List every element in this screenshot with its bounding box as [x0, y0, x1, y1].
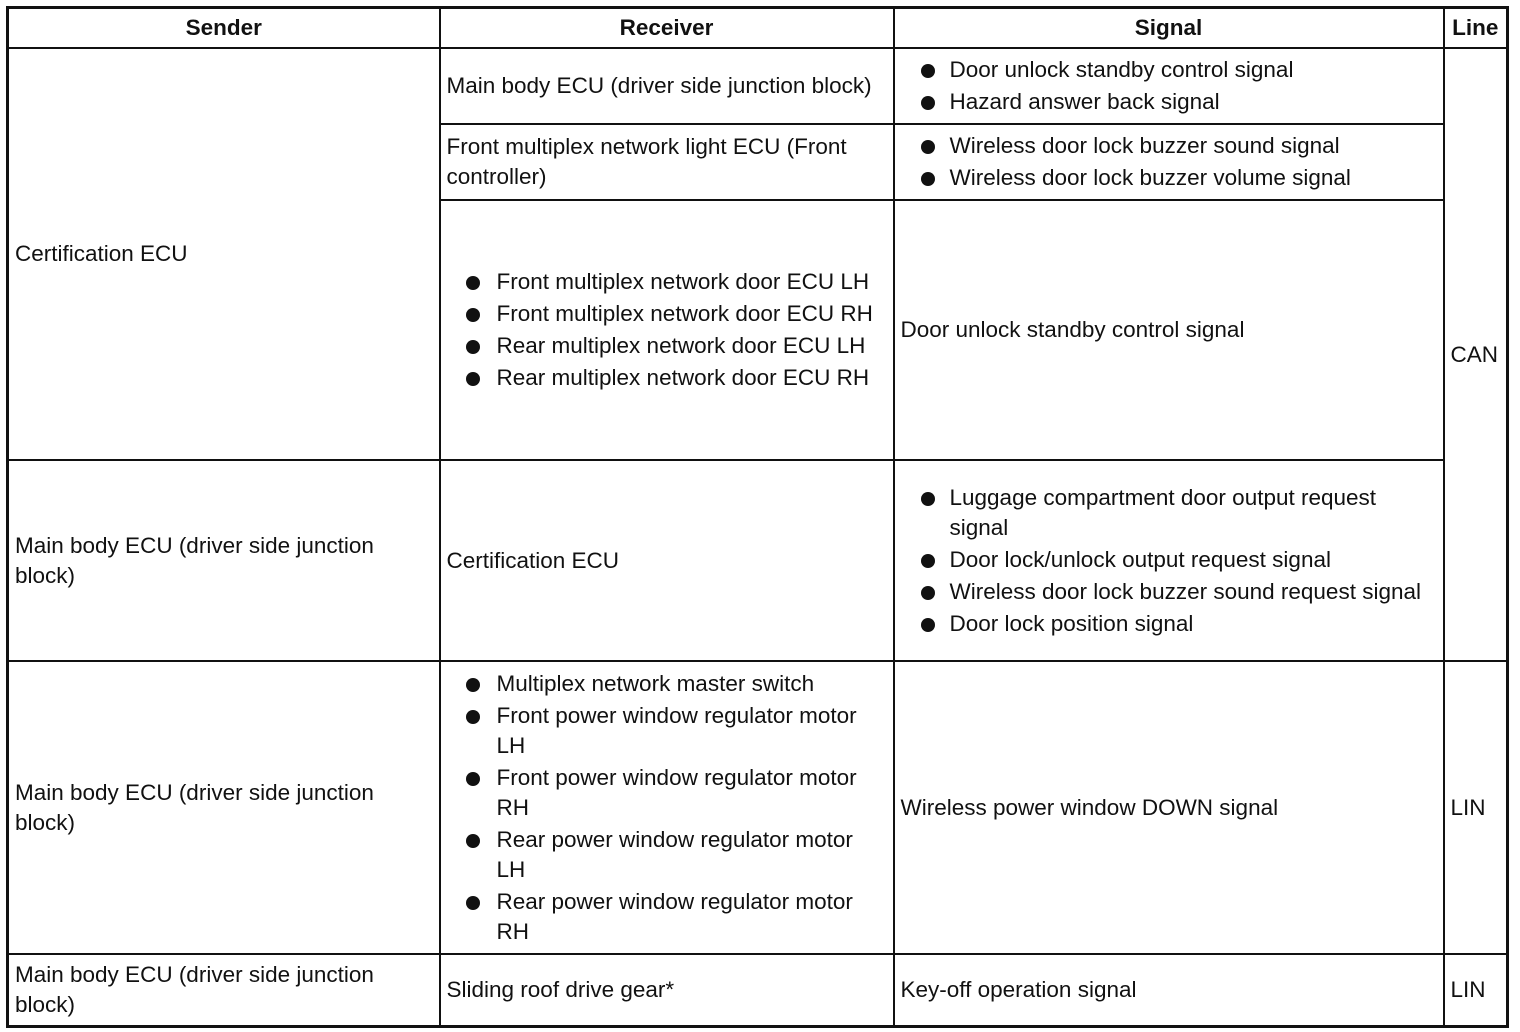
receiver-list-item: Front power window regulator motor LH [447, 701, 887, 761]
receiver-cell: Front multiplex network light ECU (Front controller) [440, 124, 894, 200]
receiver-cell: Certification ECU [440, 460, 894, 661]
signal-list-item: Luggage compartment door output request signal [901, 483, 1437, 543]
header-receiver: Receiver [440, 8, 894, 49]
signal-cell: Door unlock standby control signal [894, 200, 1444, 460]
table-row [8, 954, 1508, 1026]
signal-cell [894, 48, 1444, 124]
table-row [8, 661, 1508, 954]
signal-list-item: Door lock position signal [901, 609, 1437, 639]
signal-list-item: Door lock/unlock output request signal [901, 545, 1437, 575]
receiver-list-item: Front multiplex network door ECU LH [447, 267, 887, 297]
line-cell: CAN [1444, 48, 1508, 661]
communication-table [6, 6, 1509, 1028]
receiver-list-item: Front multiplex network door ECU RH [447, 299, 887, 329]
line-cell: LIN [1444, 661, 1508, 954]
sender-cell: Main body ECU (driver side junction block) [8, 460, 440, 661]
receiver-list-item: Front power window regulator motor RH [447, 763, 887, 823]
receiver-cell: Main body ECU (driver side junction block) [440, 48, 894, 124]
signal-cell [894, 124, 1444, 200]
signal-cell: Key-off operation signal [894, 954, 1444, 1026]
signal-list-item: Wireless door lock buzzer sound request signal [901, 577, 1437, 607]
sender-cell: Certification ECU [8, 48, 440, 460]
header-signal: Signal [894, 8, 1444, 49]
signal-list-item: Wireless door lock buzzer volume signal [901, 163, 1437, 193]
signal-cell [894, 460, 1444, 661]
receiver-cell [440, 661, 894, 954]
receiver-list-item: Multiplex network master switch [447, 669, 887, 699]
table-row [8, 460, 1508, 661]
signal-list-item: Wireless door lock buzzer sound signal [901, 131, 1437, 161]
line-cell: LIN [1444, 954, 1508, 1026]
receiver-list-item: Rear power window regulator motor RH [447, 887, 887, 947]
table-container [6, 6, 1509, 1028]
receiver-cell: Sliding roof drive gear* [440, 954, 894, 1026]
header-sender: Sender [8, 8, 440, 49]
signal-list-item: Hazard answer back signal [901, 87, 1437, 117]
receiver-cell [440, 200, 894, 460]
receiver-list-item: Rear multiplex network door ECU LH [447, 331, 887, 361]
sender-cell: Main body ECU (driver side junction block) [8, 954, 440, 1026]
receiver-list-item: Rear multiplex network door ECU RH [447, 363, 887, 393]
sender-cell: Main body ECU (driver side junction block) [8, 661, 440, 954]
header-row [8, 8, 1508, 49]
header-line: Line [1444, 8, 1508, 49]
receiver-list-item: Rear power window regulator motor LH [447, 825, 887, 885]
table-row [8, 48, 1508, 124]
signal-list-item: Door unlock standby control signal [901, 55, 1437, 85]
signal-cell: Wireless power window DOWN signal [894, 661, 1444, 954]
